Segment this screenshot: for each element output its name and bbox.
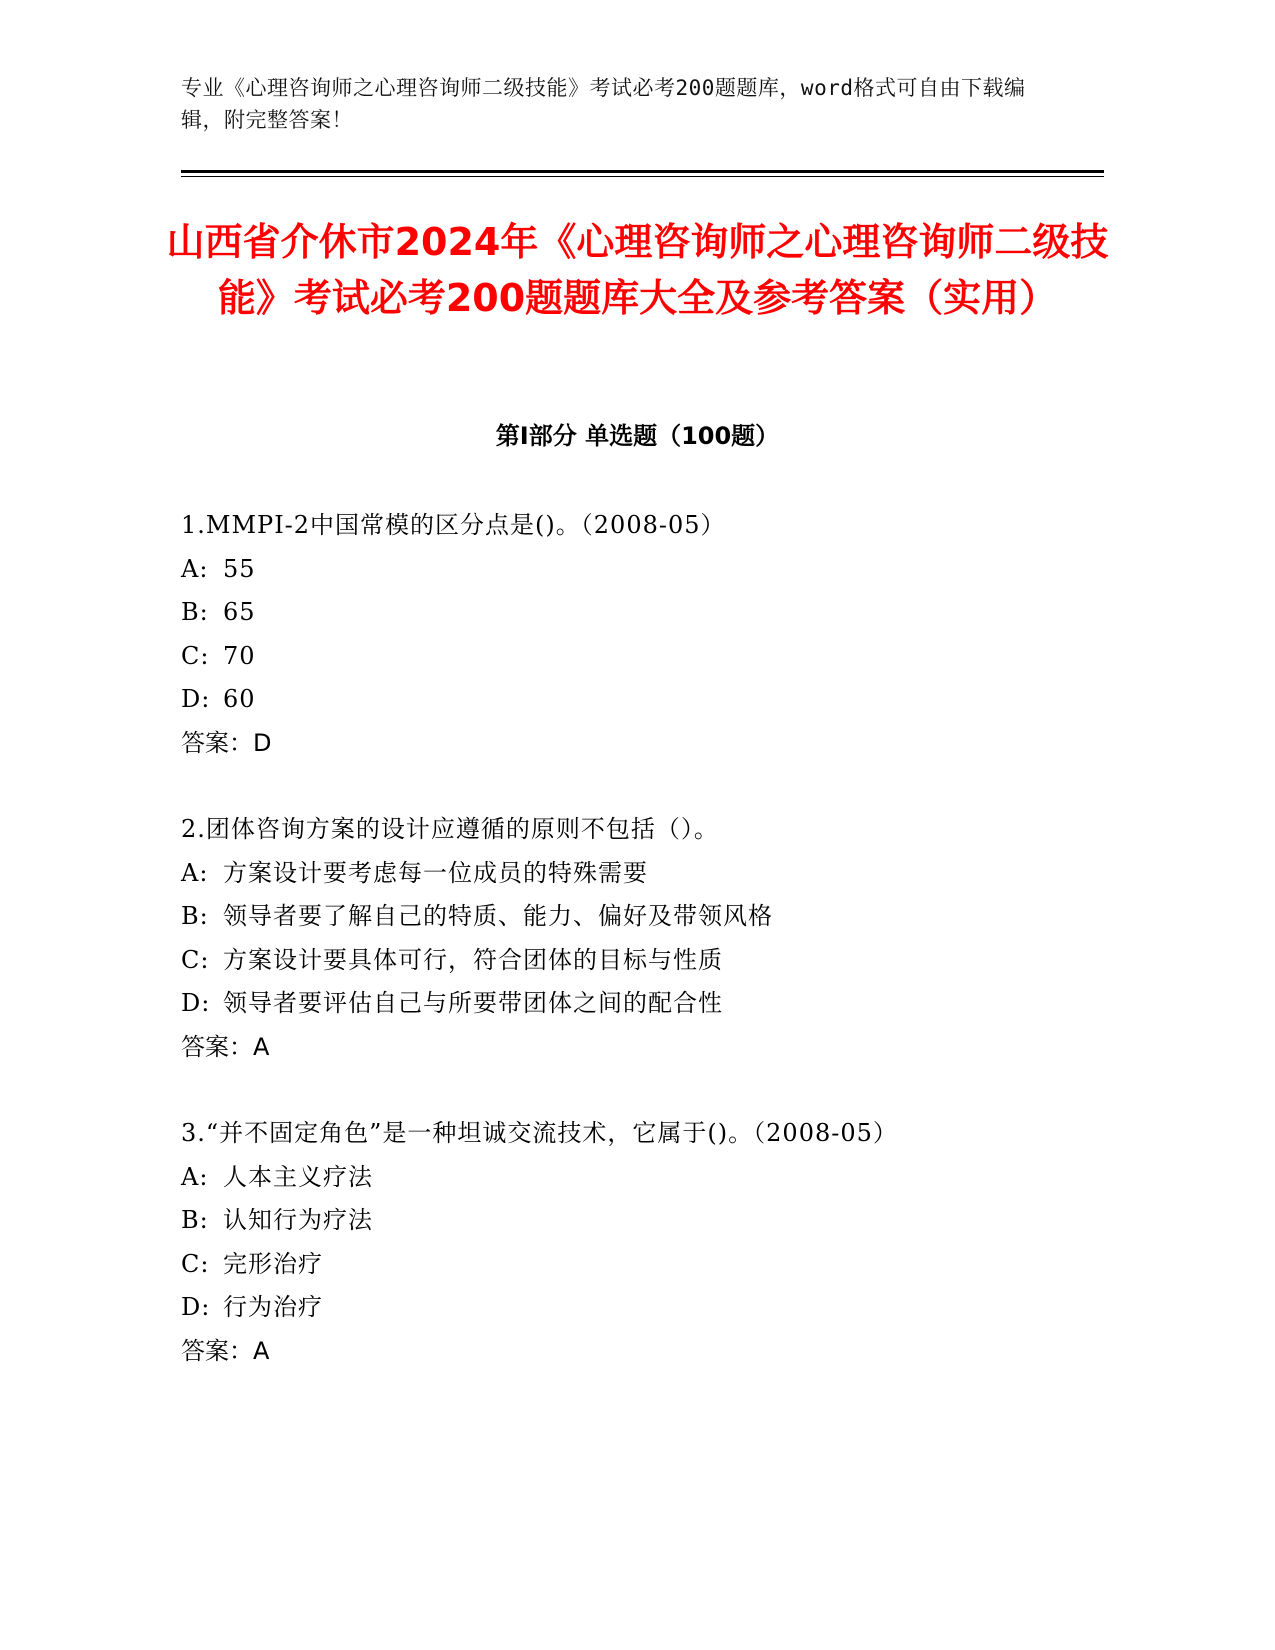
option-d: [181, 1286, 1101, 1330]
option-d: [181, 982, 1101, 1026]
option-text: 认知行为疗法: [223, 1206, 373, 1234]
option-letter: C:: [181, 1249, 210, 1278]
option-b: [181, 895, 1101, 939]
option-d: [181, 678, 1101, 722]
option-b: [181, 1199, 1101, 1243]
answer-line: 答案：A: [181, 1336, 270, 1365]
option-letter: C:: [181, 641, 210, 670]
option-text: 55: [223, 554, 256, 583]
option-letter: C:: [181, 945, 210, 974]
answer-line: 答案：A: [181, 1032, 270, 1061]
header-rule-thin: [181, 176, 1104, 177]
option-letter: D:: [181, 685, 211, 713]
option-a: [181, 548, 1101, 592]
header-note: 专业《心理咨询师之心理咨询师二级技能》考试必考200题题库，word格式可自由下载编辑，附完整答案！: [181, 76, 1026, 132]
header-rule-thick: [181, 170, 1104, 173]
option-letter: B:: [181, 902, 209, 930]
option-letter: D:: [181, 1293, 211, 1321]
question-2: [181, 808, 1101, 1069]
question-stem: 1.MMPI-2中国常模的区分点是()。（2008-05）: [181, 511, 726, 539]
option-letter: B:: [181, 1206, 209, 1234]
option-a: [181, 1156, 1101, 1200]
document-title: 山西省介休市2024年《心理咨询师之心理咨询师二级技能》考试必考200题题库大全及参考答案（实用）: [166, 220, 1109, 320]
option-text: 方案设计要考虑每一位成员的特殊需要: [223, 858, 648, 887]
option-text: 65: [223, 598, 256, 626]
option-b: [181, 591, 1101, 635]
option-letter: A:: [181, 554, 209, 583]
section-title: 第Ⅰ部分 单选题（100题）: [495, 422, 780, 450]
option-c: [181, 1243, 1101, 1287]
option-text: 70: [223, 641, 256, 670]
question-3: [181, 1112, 1101, 1373]
option-letter: A:: [181, 1162, 209, 1191]
question-stem: 3.“并不固定角色”是一种坦诚交流技术，它属于()。（2008-05）: [181, 1119, 898, 1147]
question-list: [181, 504, 1101, 1416]
option-text: 行为治疗: [223, 1293, 323, 1321]
option-c: [181, 635, 1101, 679]
question-1: [181, 504, 1101, 765]
answer-line: 答案：D: [181, 728, 272, 757]
option-text: 方案设计要具体可行，符合团体的目标与性质: [223, 945, 723, 974]
option-c: [181, 939, 1101, 983]
option-text: 领导者要了解自己的特质、能力、偏好及带领风格: [223, 902, 773, 930]
option-letter: A:: [181, 858, 209, 887]
question-stem: 2.团体咨询方案的设计应遵循的原则不包括（）。: [181, 815, 719, 843]
option-letter: D:: [181, 989, 211, 1017]
option-text: 完形治疗: [223, 1249, 323, 1278]
option-text: 60: [223, 685, 256, 713]
option-text: 领导者要评估自己与所要带团体之间的配合性: [223, 989, 723, 1017]
option-letter: B:: [181, 598, 209, 626]
option-text: 人本主义疗法: [223, 1162, 373, 1191]
option-a: [181, 852, 1101, 896]
